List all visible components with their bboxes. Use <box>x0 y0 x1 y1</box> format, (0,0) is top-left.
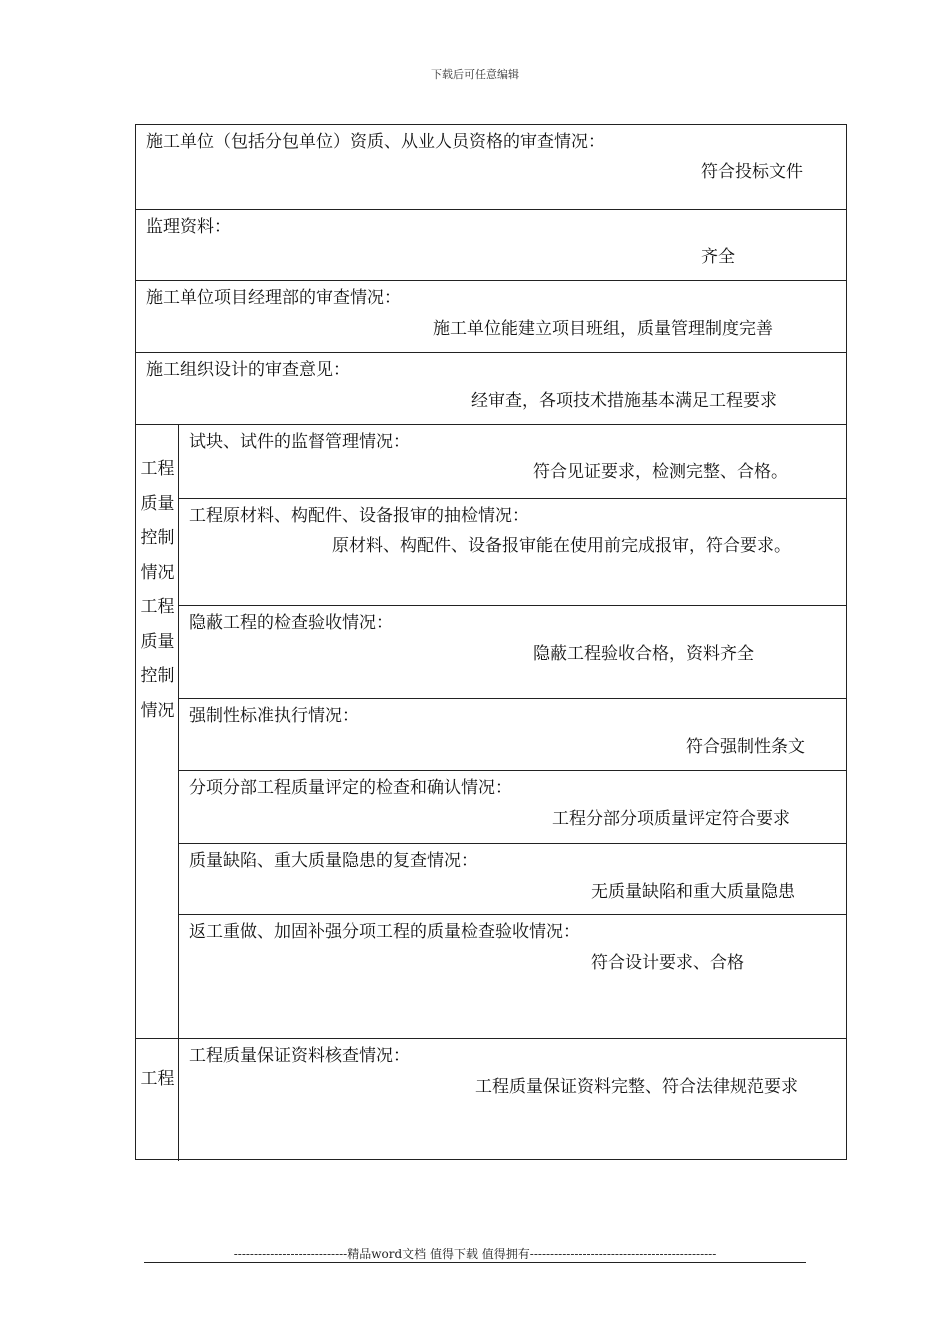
project-dept-label: 施工单位项目经理部的审查情况： <box>146 288 401 308</box>
row-qualification <box>136 125 846 210</box>
quality-item-value: 符合强制性条文 <box>686 737 805 757</box>
quality-item-defects <box>179 844 846 915</box>
footer-divider <box>144 1262 806 1263</box>
quality-item-label: 质量缺陷、重大质量隐患的复查情况： <box>189 851 478 871</box>
quality-item-value: 符合见证要求，检测完整、合格。 <box>533 462 788 482</box>
qualification-label: 施工单位（包括分包单位）资质、从业人员资格的审查情况： <box>146 132 605 152</box>
org-design-label: 施工组织设计的审查意见： <box>146 360 350 380</box>
quality-item-value: 原材料、构配件、设备报审能在使用前完成报审，符合要求。 <box>332 536 791 556</box>
project-dept-value: 施工单位能建立项目班组，质量管理制度完善 <box>433 319 773 339</box>
quality-item-concealed-works <box>179 606 846 699</box>
quality-item-label: 返工重做、加固补强分项工程的质量检查验收情况： <box>189 922 580 942</box>
assurance-label: 工程质量保证资料核查情况： <box>189 1046 410 1066</box>
assurance-side-column <box>136 1039 179 1161</box>
quality-item-value: 工程分部分项质量评定符合要求 <box>552 809 790 829</box>
quality-item-value: 隐蔽工程验收合格，资料齐全 <box>533 644 754 664</box>
quality-control-section <box>136 425 846 1039</box>
quality-item-materials <box>179 499 846 606</box>
assurance-value: 工程质量保证资料完整、符合法律规范要求 <box>475 1077 798 1097</box>
quality-item-label: 隐蔽工程的检查验收情况： <box>189 613 393 633</box>
header-note: 下载后可任意编辑 <box>431 68 519 81</box>
row-project-dept <box>136 281 846 353</box>
assurance-side-label: 工程 <box>140 1069 175 1089</box>
quality-item-label: 分项分部工程质量评定的检查和确认情况： <box>189 778 512 798</box>
quality-item-label: 试块、试件的监督管理情况： <box>189 432 410 452</box>
quality-item-label: 工程原材料、构配件、设备报审的抽检情况： <box>189 506 529 526</box>
quality-item-evaluation <box>179 771 846 844</box>
assurance-section <box>136 1039 846 1161</box>
supervision-value: 齐全 <box>701 247 735 267</box>
footer-text: ----------------------------精品word文档 值得下载 值得拥有---------------------------------------------- <box>233 1247 717 1261</box>
review-form-table <box>135 124 847 1160</box>
row-org-design <box>136 353 846 425</box>
quality-item-value: 符合设计要求、合格 <box>591 953 744 973</box>
quality-side-column <box>136 425 179 1039</box>
quality-item-value: 无质量缺陷和重大质量隐患 <box>591 882 795 902</box>
quality-item-rework <box>179 915 846 1039</box>
qualification-value: 符合投标文件 <box>701 162 803 182</box>
quality-item-mandatory-standards <box>179 699 846 771</box>
row-supervision <box>136 210 846 281</box>
supervision-label: 监理资料： <box>146 217 231 237</box>
quality-item-test-blocks <box>179 425 846 499</box>
quality-item-label: 强制性标准执行情况： <box>189 706 359 726</box>
quality-side-label: 工程质量控制情况工程质量控制情况 <box>140 459 175 721</box>
org-design-value: 经审查，各项技术措施基本满足工程要求 <box>471 391 777 411</box>
assurance-item <box>179 1039 846 1161</box>
